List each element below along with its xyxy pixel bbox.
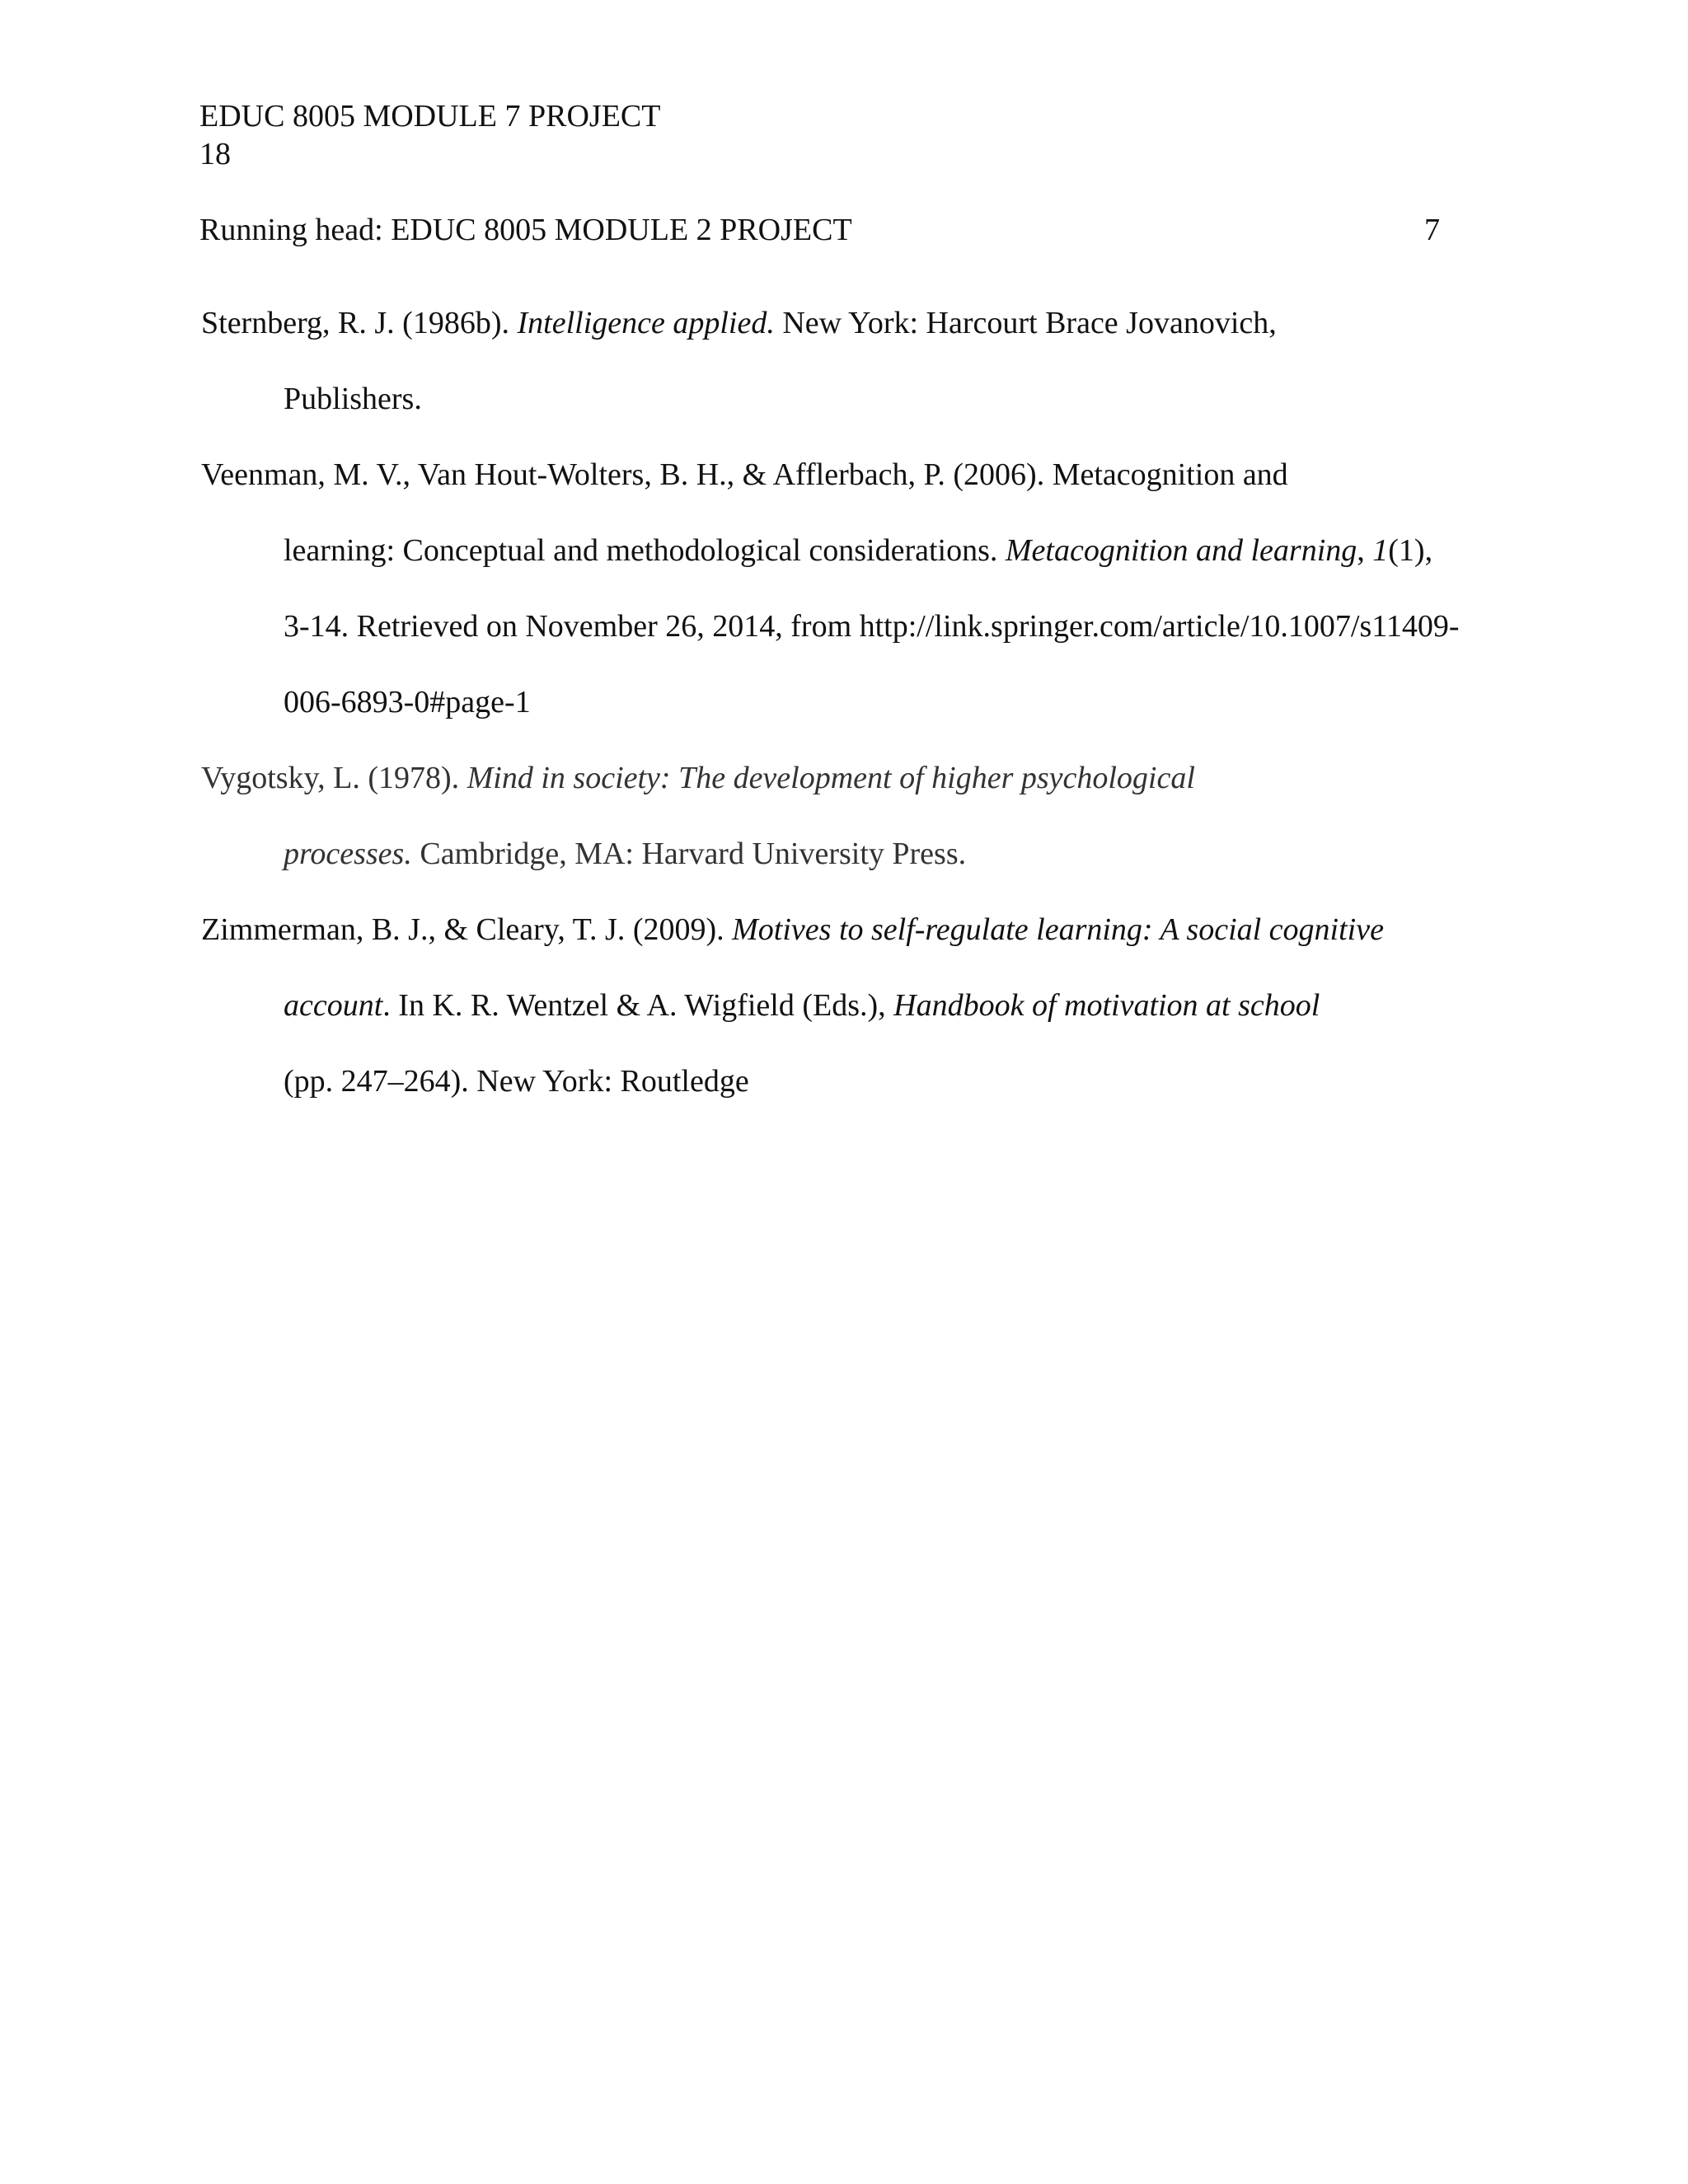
header-course-title: EDUC 8005 MODULE 7 PROJECT [199, 99, 661, 134]
reference-line: processes. Cambridge, MA: Harvard University Press. [284, 837, 967, 871]
reference-line: 006-6893-0#page-1 [284, 685, 531, 719]
reference-line: Sternberg, R. J. (1986b). Intelligence applied. New York: Harcourt Brace Jovanovich, [201, 306, 1277, 340]
reference-entry-vygotsky [201, 740, 1470, 892]
reference-line: Veenman, M. V., Van Hout-Wolters, B. H., & Afflerbach, P. (2006). Metacognition and [201, 457, 1288, 492]
header-page-count: 18 [199, 137, 231, 171]
reference-line: Vygotsky, L. (1978). Mind in society: The development of higher psychological [201, 761, 1195, 795]
page-number: 7 [1424, 213, 1440, 247]
reference-entry-sternberg [201, 285, 1470, 437]
reference-line: 3-14. Retrieved on November 26, 2014, from http://link.springer.com/article/10.1007/s11409- [284, 609, 1460, 644]
reference-line: (pp. 247–264). New York: Routledge [284, 1064, 749, 1099]
reference-line: learning: Conceptual and methodological considerations. Metacognition and learning, 1(1), [284, 533, 1433, 568]
running-head: Running head: EDUC 8005 MODULE 2 PROJECT [199, 213, 852, 247]
reference-line: Publishers. [284, 382, 422, 416]
reference-entry-veenman [201, 437, 1470, 740]
reference-line: Zimmerman, B. J., & Cleary, T. J. (2009). Motives to self-regulate learning: A social cognitive [201, 912, 1384, 947]
reference-line: account. In K. R. Wentzel & A. Wigfield (Eds.), Handbook of motivation at school [284, 988, 1320, 1023]
reference-entry-zimmerman [201, 892, 1470, 1119]
reference-list [201, 285, 1470, 1119]
